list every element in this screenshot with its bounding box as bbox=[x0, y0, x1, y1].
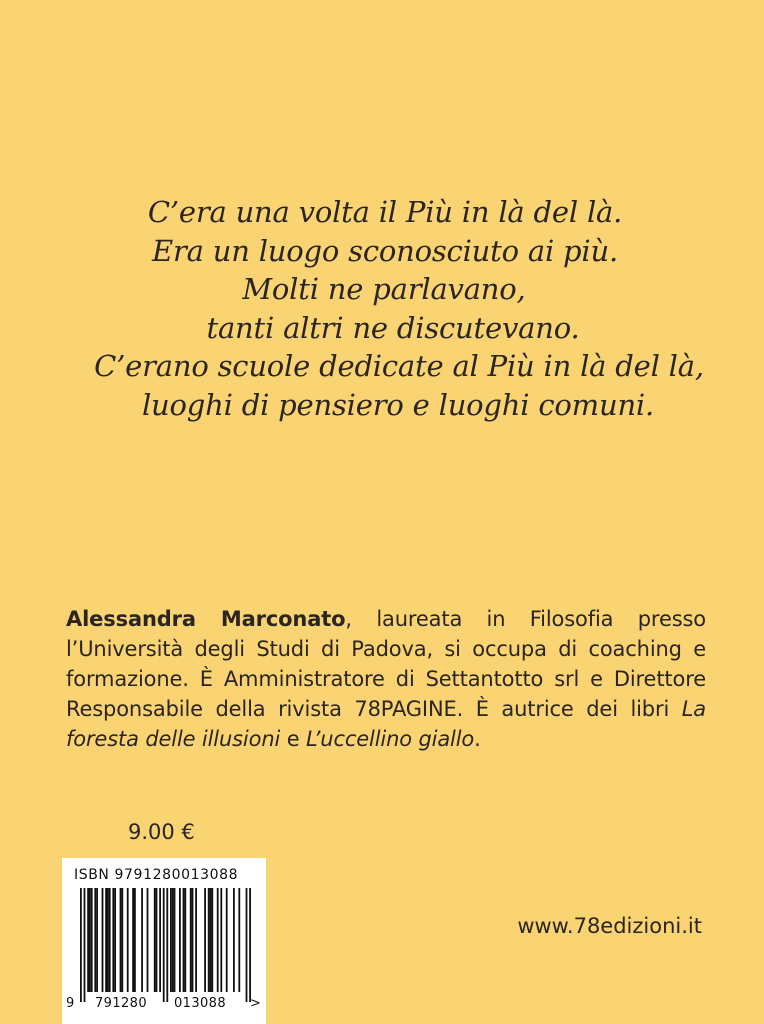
barcode-bar bbox=[102, 888, 104, 992]
back-cover-poem bbox=[0, 193, 764, 424]
barcode-bar bbox=[190, 888, 192, 992]
barcode-bar bbox=[132, 888, 134, 992]
bio-text: , laureata in Filosofia presso l’Università degli Studi di Padova, si occupa di coaching e formazione. È Amministratore di Settantotto srl e Direttore Responsabile della rivista 78PAGINE. È autrice dei libri bbox=[66, 607, 706, 721]
poem-line: C’era una volta il Più in là del là. bbox=[147, 195, 623, 229]
barcode-bar bbox=[96, 888, 98, 992]
barcode-bar bbox=[210, 888, 212, 992]
barcode-guard-bar bbox=[249, 888, 251, 1002]
poem-line: C’erano scuole dedicate al Più in là del là, bbox=[94, 349, 704, 383]
barcode-guard-bar bbox=[166, 888, 168, 1002]
barcode-bar bbox=[226, 888, 228, 992]
barcode-bar bbox=[159, 888, 161, 992]
book-title: La foresta delle illusioni bbox=[66, 697, 706, 751]
poem-line: Era un luogo sconosciuto ai più. bbox=[151, 233, 618, 268]
barcode-bar bbox=[183, 888, 185, 992]
barcode-bar bbox=[192, 888, 194, 992]
barcode-guard-bar bbox=[163, 888, 165, 1002]
barcode-bar bbox=[147, 888, 149, 992]
barcode-bar bbox=[238, 888, 240, 992]
bio-text: . bbox=[474, 727, 481, 751]
barcode-guard-bar bbox=[246, 888, 248, 1002]
author-name: Alessandra Marconato bbox=[66, 607, 346, 631]
poem-line: Molti ne parlavano, bbox=[242, 272, 526, 306]
barcode-bar bbox=[134, 888, 136, 992]
isbn-label: ISBN 9791280013088 bbox=[74, 867, 239, 883]
author-biography bbox=[66, 604, 706, 754]
barcode-bar bbox=[112, 888, 114, 992]
bio-text: e bbox=[280, 727, 306, 751]
barcode-bar bbox=[109, 888, 111, 992]
barcode-bar bbox=[121, 888, 123, 992]
barcode-panel bbox=[62, 858, 266, 1024]
poem-line: tanti altri ne discutevano. bbox=[206, 310, 580, 345]
barcode-bar bbox=[179, 888, 181, 992]
barcode-bar bbox=[127, 888, 129, 992]
barcode-bar bbox=[174, 888, 176, 992]
barcode-bar bbox=[211, 888, 213, 992]
barcode-bar bbox=[141, 888, 143, 992]
barcode-bar bbox=[184, 888, 186, 992]
barcode-bar bbox=[170, 888, 172, 992]
poem-line: luoghi di pensiero e luoghi comuni. bbox=[141, 387, 655, 422]
book-title: L’uccellino giallo bbox=[306, 727, 475, 751]
barcode-guard-bar bbox=[80, 888, 82, 1002]
barcode-digits-right: 013088 bbox=[174, 996, 227, 1011]
barcode-bar bbox=[89, 888, 91, 992]
barcode-bar bbox=[87, 888, 89, 992]
publisher-website: www.78edizioni.it bbox=[517, 914, 702, 938]
barcode-bar bbox=[91, 888, 93, 992]
barcode-digits-left: 791280 bbox=[95, 996, 148, 1011]
barcode-bar bbox=[172, 888, 174, 992]
barcode-bar bbox=[233, 888, 235, 992]
barcode-bar bbox=[94, 888, 96, 992]
barcode-bar bbox=[114, 888, 116, 992]
barcode-bar bbox=[195, 888, 197, 992]
barcode-bar bbox=[154, 888, 156, 992]
barcode-bar bbox=[220, 888, 222, 992]
barcode-digit-first: 9 bbox=[66, 996, 75, 1011]
barcode-bar bbox=[156, 888, 158, 992]
barcode-bar bbox=[217, 888, 219, 992]
barcode-bar bbox=[105, 888, 107, 992]
price-label: 9.00 € bbox=[128, 820, 195, 844]
barcode-bar bbox=[107, 888, 109, 992]
barcode-bar bbox=[208, 888, 210, 992]
barcode-graphic bbox=[62, 858, 266, 1024]
barcode-bar bbox=[204, 888, 206, 992]
barcode-quiet-mark: > bbox=[250, 996, 262, 1011]
barcode-bar bbox=[120, 888, 122, 992]
barcode-guard-bar bbox=[84, 888, 86, 1002]
